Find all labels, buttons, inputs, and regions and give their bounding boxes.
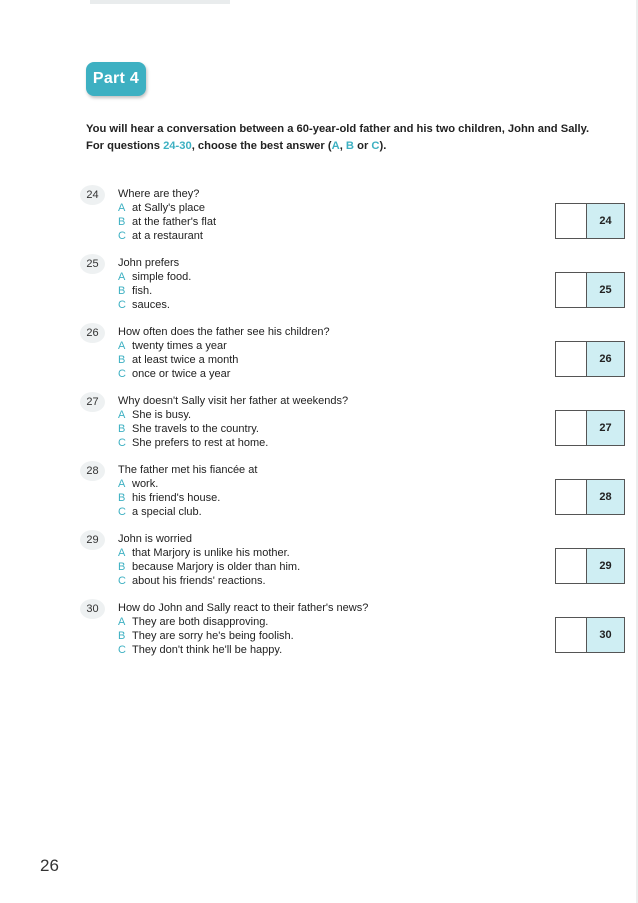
option-text: She is busy. [132,409,192,421]
option-letter: A [118,340,126,352]
option-letter: A [118,616,126,628]
option-text: about his friends' reactions. [132,575,266,587]
option-letter: C [118,506,126,518]
option-text: at Sally's place [132,202,206,214]
option[interactable] [118,216,216,228]
option-text: once or twice a year [132,368,231,380]
question-number: 28 [80,461,105,481]
answer-blank[interactable] [556,618,587,652]
question-text: John is worried [118,533,192,545]
option[interactable] [118,368,230,380]
answer-blank[interactable] [556,204,587,238]
answer-box-label: 30 [587,618,624,652]
option-letter: B [118,561,126,573]
option-text: They don't think he'll be happy. [132,644,283,656]
option[interactable] [118,575,266,587]
option-letter: C [118,230,126,242]
option[interactable] [118,202,205,214]
question-text: The father met his fiancée at [118,464,258,476]
option-letter: C [118,644,126,656]
option[interactable] [118,340,227,352]
option-letter-c: C [371,140,380,152]
answer-box-label: 25 [587,273,624,307]
option-letter-a: A [331,140,340,152]
question-number: 27 [80,392,105,412]
question-text: Why doesn't Sally visit her father at weekends? [118,395,349,407]
instructions-text: , [339,140,346,152]
answer-box-label: 29 [587,549,624,583]
option[interactable] [118,506,202,518]
option-text: They are both disapproving. [132,616,269,628]
option[interactable] [118,547,290,559]
question-number: 24 [80,185,105,205]
option-letter: A [118,409,126,421]
question-text: Where are they? [118,188,200,200]
option-letter-b: B [345,140,354,152]
answer-blank[interactable] [556,480,587,514]
option[interactable] [118,492,220,504]
option-letter: A [118,271,126,283]
option-letter: A [118,547,126,559]
instructions-text: or [354,140,372,152]
instructions-text: , choose the best answer ( [191,140,332,152]
option[interactable] [118,644,282,656]
option-letter: B [118,216,126,228]
option-letter: B [118,285,126,297]
option-text: his friend's house. [132,492,221,504]
option-letter: C [118,299,126,311]
instructions-text: ). [379,140,387,152]
option-letter: B [118,423,126,435]
question-number: 26 [80,323,105,343]
question-number: 29 [80,530,105,550]
answer-blank[interactable] [556,342,587,376]
option-text: She travels to the country. [132,423,259,435]
option-text: at least twice a month [132,354,239,366]
top-decorative-rule [90,0,230,4]
instructions-line-2 [86,138,626,155]
answer-box-label: 26 [587,342,624,376]
answer-box-label: 28 [587,480,624,514]
option-letter: B [118,492,126,504]
option-letter: A [118,478,126,490]
option-letter: A [118,202,126,214]
option-letter: B [118,354,126,366]
option-text: a special club. [132,506,202,518]
question-text: John prefers [118,257,180,269]
answer-box-28[interactable] [555,479,625,515]
option[interactable] [118,409,191,421]
answer-box-27[interactable] [555,410,625,446]
option[interactable] [118,616,268,628]
answer-blank[interactable] [556,273,587,307]
instructions [86,121,626,155]
option-letter: B [118,630,126,642]
option[interactable] [118,630,294,642]
answer-box-24[interactable] [555,203,625,239]
option-text: fish. [132,285,153,297]
option-text: at a restaurant [132,230,203,242]
option-text: twenty times a year [132,340,227,352]
option-text: sauces. [132,299,170,311]
option-letter: C [118,437,126,449]
answer-box-label: 24 [587,204,624,238]
question-number: 30 [80,599,105,619]
question-number: 25 [80,254,105,274]
instructions-line-1: You will hear a conversation between a 60-year-old father and his two children, John and Sally. [86,123,590,135]
option-text: work. [132,478,159,490]
answer-box-26[interactable] [555,341,625,377]
answer-box-label: 27 [587,411,624,445]
instructions-text: For questions [86,140,164,152]
question-range: 24-30 [163,140,192,152]
answer-box-29[interactable] [555,548,625,584]
option-letter: C [118,368,126,380]
option-letter: C [118,575,126,587]
option[interactable] [118,299,170,311]
option[interactable] [118,354,238,366]
part-badge: Part 4 [86,62,146,96]
answer-blank[interactable] [556,549,587,583]
option-text: simple food. [132,271,192,283]
option[interactable] [118,423,259,435]
question-text: How often does the father see his children? [118,326,330,338]
option-text: She prefers to rest at home. [132,437,269,449]
question-text: How do John and Sally react to their father's news? [118,602,369,614]
option-text: They are sorry he's being foolish. [132,630,294,642]
option[interactable] [118,561,300,573]
page-number: 26 [40,856,59,875]
option[interactable] [118,285,152,297]
answer-blank[interactable] [556,411,587,445]
option[interactable] [118,478,158,490]
option-text: because Marjory is older than him. [132,561,301,573]
option-text: at the father's flat [132,216,217,228]
option[interactable] [118,271,191,283]
answer-box-30[interactable] [555,617,625,653]
option-text: that Marjory is unlike his mother. [132,547,290,559]
option[interactable] [118,437,268,449]
option[interactable] [118,230,203,242]
answer-box-25[interactable] [555,272,625,308]
